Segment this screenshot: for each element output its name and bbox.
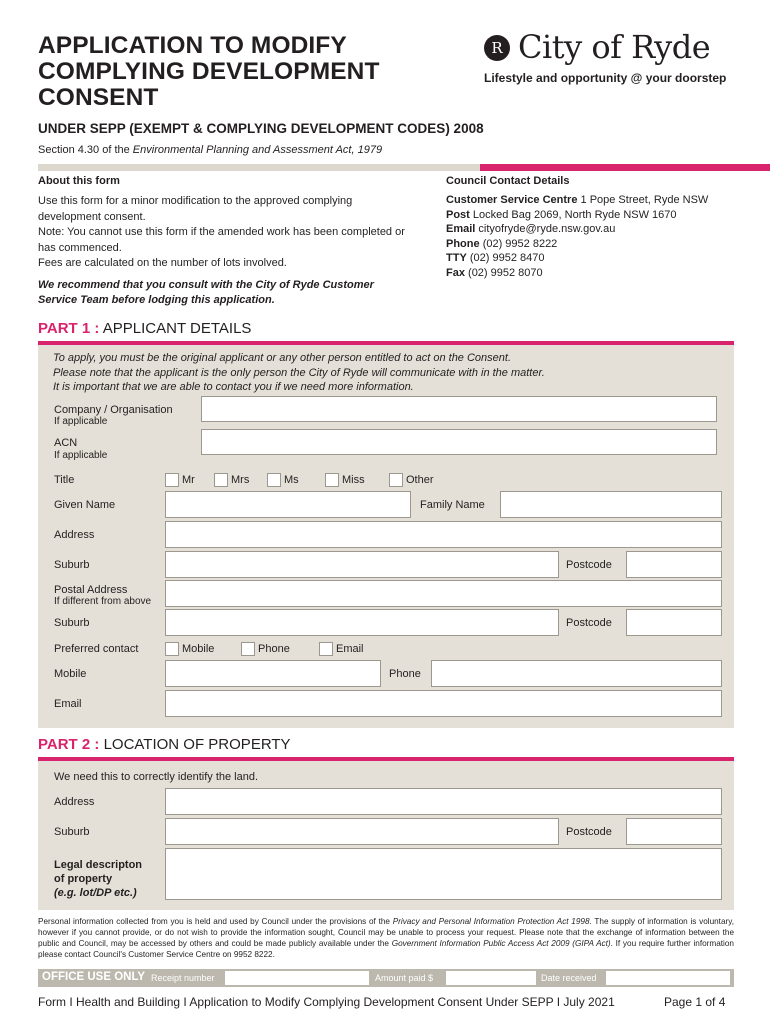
title-miss-checkbox[interactable] — [325, 473, 339, 487]
postcode-field[interactable] — [626, 551, 722, 578]
postal-postcode-label: Postcode — [566, 617, 612, 629]
email-label: Email — [54, 698, 82, 710]
suburb-label: Suburb — [54, 559, 90, 571]
preferred-phone-checkbox[interactable] — [241, 642, 255, 656]
given-name-field[interactable] — [165, 491, 411, 518]
date-received-label: Date received — [541, 973, 597, 983]
receipt-number-field[interactable] — [225, 971, 369, 985]
about-heading: About this form — [38, 175, 120, 187]
acn-field[interactable] — [201, 429, 717, 455]
family-name-label: Family Name — [420, 499, 485, 511]
family-name-field[interactable] — [500, 491, 722, 518]
company-sub: If applicable — [54, 416, 108, 427]
title-mrs-label: Mrs — [231, 474, 250, 486]
acn-sub: If applicable — [54, 450, 108, 461]
property-suburb-label: Suburb — [54, 826, 90, 838]
mobile-label: Mobile — [54, 668, 87, 680]
logo-monogram-icon: R — [484, 35, 510, 61]
part1-intro: To apply, you must be the original applicant or any other person entitled to act on the Consent. Please note that the applicant is the only person the City of Ryde will communicate with in the matter. It is important that we are able to contact you if we need more information. — [53, 352, 545, 393]
company-label: Company / Organisation — [54, 404, 173, 416]
address-label: Address — [54, 529, 95, 541]
postcode-label: Postcode — [566, 559, 612, 571]
receipt-number-label: Receipt number — [151, 973, 215, 983]
office-use-heading: OFFICE USE ONLY — [42, 971, 146, 983]
title-ms-checkbox[interactable] — [267, 473, 281, 487]
company-field[interactable] — [201, 396, 717, 422]
title-miss-label: Miss — [342, 474, 365, 486]
title-label: Title — [54, 474, 75, 486]
postal-address-sub: If different from above — [54, 596, 152, 607]
phone-field[interactable] — [431, 660, 722, 687]
suburb-field[interactable] — [165, 551, 559, 578]
footer-text: Form I Health and Building I Application to Modify Complying Development Consent Under SEPP I July 2021 — [38, 995, 615, 1009]
privacy-notice: Personal information collected from you is held and used by Council under the provisions of the Privacy and Personal Information Protection Act 1998. The supply of information is voluntary, however if you cannot provide, or do not wish to provide the information sought, Council may be unable to process your request. Please note that the exchange of information between the public and Council, may be accessed by others and could be made publicly available under the Government Information Public Access Act 2009 (GIPA Act). If you require further information please contact Council's Customer Service Centre on 9952 8222. — [38, 917, 735, 959]
header-band-pink — [480, 164, 770, 171]
amount-paid-label: Amount paid $ — [375, 973, 434, 983]
property-suburb-field[interactable] — [165, 818, 559, 845]
office-use-bar — [38, 969, 734, 987]
property-address-field[interactable] — [165, 788, 722, 815]
subtitle: UNDER SEPP (EXEMPT & COMPLYING DEVELOPMENT CODES) 2008 — [38, 121, 484, 136]
page-number: Page 1 of 4 — [664, 995, 726, 1009]
council-contact-details: Customer Service Centre 1 Pope Street, Ryde NSW Post Locked Bag 2069, North Ryde NSW 1670 Email cityofryde@ryde.nsw.gov.au Phone (02) 9952 8222 TTY (02) 9952 8470 Fax (02) 9952 8070 — [446, 194, 709, 279]
mobile-field[interactable] — [165, 660, 381, 687]
legal-description-label: Legal descripton of property (e.g. lot/DP etc.) — [54, 859, 143, 899]
legal-description-field[interactable] — [165, 848, 722, 900]
property-postcode-field[interactable] — [626, 818, 722, 845]
header-band-grey — [38, 164, 480, 171]
logo-tagline: Lifestyle and opportunity @ your doorstep — [484, 71, 727, 85]
postal-address-label: Postal Address — [54, 584, 128, 596]
amount-paid-field[interactable] — [446, 971, 536, 985]
preferred-phone-label: Phone — [258, 643, 290, 655]
date-received-field[interactable] — [606, 971, 730, 985]
about-text: Use this form for a minor modification to the approved complying development consent. Note: You cannot use this form if the amended work has been completed or has commenced. Fees are calculated on the number of lots involved. — [38, 195, 405, 269]
preferred-email-checkbox[interactable] — [319, 642, 333, 656]
about-recommendation: We recommend that you consult with the City of Ryde Customer Service Team before lodging this application. — [38, 279, 374, 306]
given-name-label: Given Name — [54, 499, 116, 511]
preferred-contact-label: Preferred contact — [54, 643, 139, 655]
title-mr-checkbox[interactable] — [165, 473, 179, 487]
preferred-email-label: Email — [336, 643, 364, 655]
part1-heading: PART 1 : APPLICANT DETAILS — [38, 320, 252, 337]
title-other-label: Other — [406, 474, 434, 486]
phone-label: Phone — [389, 668, 421, 680]
city-of-ryde-logo — [480, 27, 740, 93]
logo-name: City of Ryde — [518, 28, 711, 66]
acn-label: ACN — [54, 437, 78, 449]
part2-intro: We need this to correctly identify the land. — [54, 771, 259, 783]
section-reference: Section 4.30 of the Environmental Planning and Assessment Act, 1979 — [38, 144, 383, 156]
council-heading: Council Contact Details — [446, 175, 570, 187]
page-title: APPLICATION TO MODIFY COMPLYING DEVELOPMENT CONSENT — [38, 32, 380, 111]
part2-heading: PART 2 : LOCATION OF PROPERTY — [38, 736, 291, 753]
property-postcode-label: Postcode — [566, 826, 612, 838]
preferred-mobile-checkbox[interactable] — [165, 642, 179, 656]
postal-postcode-field[interactable] — [626, 609, 722, 636]
title-ms-label: Ms — [284, 474, 299, 486]
postal-suburb-label: Suburb — [54, 617, 90, 629]
email-field[interactable] — [165, 690, 722, 717]
title-other-checkbox[interactable] — [389, 473, 403, 487]
preferred-mobile-label: Mobile — [182, 643, 215, 655]
postal-address-field[interactable] — [165, 580, 722, 607]
title-mrs-checkbox[interactable] — [214, 473, 228, 487]
address-field[interactable] — [165, 521, 722, 548]
postal-suburb-field[interactable] — [165, 609, 559, 636]
property-address-label: Address — [54, 796, 95, 808]
title-mr-label: Mr — [182, 474, 195, 486]
